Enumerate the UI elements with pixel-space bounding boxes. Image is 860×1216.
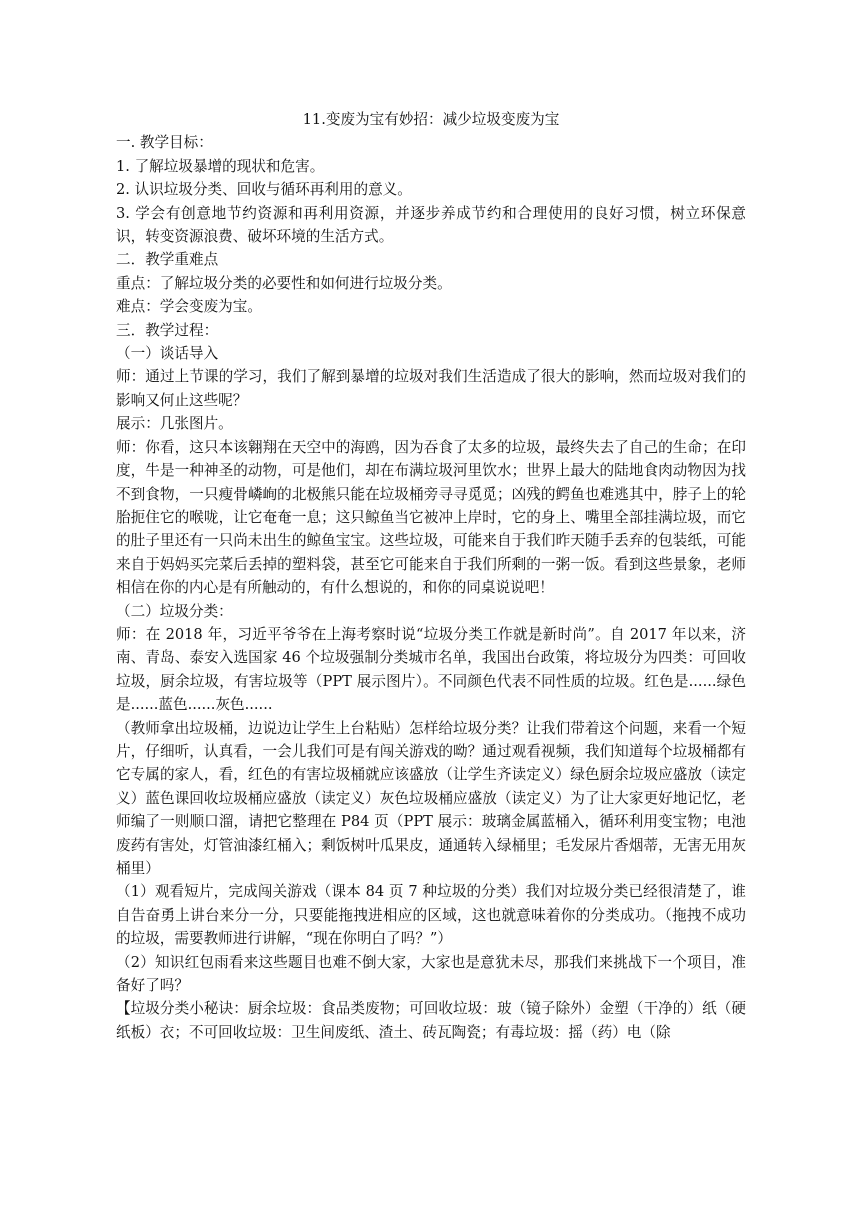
section-heading-key-points: 二．教学重难点 [116,251,219,269]
difficult-point: 难点：学会变废为宝。 [116,298,262,316]
body-paragraph: 师：在 2018 年，习近平爷爷在上海考察时说“垃圾分类工作就是新时尚”。自 2017 年以来，济南、青岛、泰安入选国家 46 个垃圾强制分类城市名单，我国出台政策，将垃圾分为四类：可回收垃圾，厨余垃圾，有害垃圾等（PPT 展示图片）。不同颜色代表不同性质的垃圾。红色是......绿色是......蓝色......灰色...... [116,625,746,714]
section-heading-objectives: 一. 教学目标： [116,134,213,152]
objective-item: 1. 了解垃圾暴增的现状和危害。 [116,157,325,175]
body-paragraph: （教师拿出垃圾桶，边说边让学生上台粘贴）怎样给垃圾分类？让我们带着这个问题，来看一个短片，仔细听，认真看，一会儿我们可是有闯关游戏的呦？通过观看视频，我们知道每个垃圾桶都有它专属的家人，看，红色的有害垃圾桶就应该盛放（让学生齐读定义）绿色厨余垃圾应盛放（读定义）蓝色课回收垃圾桶应盛放（读定义）灰色垃圾桶应盛放（读定义）为了让大家更好地记忆，老师编了一则顺口溜，请把它整理在 P84 页（PPT 展示：玻璃金属蓝桶入，循环利用变宝物；电池废药有害处，灯管油漆红桶入；剩饭树叶瓜果皮，通通转入绿桶里；毛发尿片香烟蒂，无害无用灰桶里） [116,719,746,877]
section-heading-process: 三．教学过程： [116,321,219,339]
body-paragraph: 【垃圾分类小秘诀：厨余垃圾：食品类废物；可回收垃圾：玻（镜子除外）金塑（干净的）纸（硬纸板）衣；不可回收垃圾：卫生间废纸、渣土、砖瓦陶瓷；有毒垃圾：摇（药）电（除 [116,1000,746,1041]
subsection-heading: （一）谈话导入 [116,345,219,363]
objective-item: 3. 学会有创意地节约资源和再利用资源，并逐步养成节约和合理使用的良好习惯，树立环保意识，转变资源浪费、破坏环境的生活方式。 [116,204,746,246]
document-body [116,108,746,1044]
subsection-heading: （二）垃圾分类： [116,602,233,620]
body-paragraph: 师：通过上节课的学习，我们了解到暴增的垃圾对我们生活造成了很大的影响，然而垃圾对我们的影响又何止这些呢？ [116,368,746,409]
body-paragraph: （2）知识红包雨看来这些题目也难不倒大家，大家也是意犹未尽，那我们来挑战下一个项目，准备好了吗？ [116,953,746,995]
key-point: 重点：了解垃圾分类的必要性和如何进行垃圾分类。 [116,274,452,292]
body-paragraph: 展示：几张图片。 [116,415,233,433]
body-paragraph: 师：你看，这只本该翱翔在天空中的海鸥，因为吞食了太多的垃圾，最终失去了自己的生命；在印度，牛是一种神圣的动物，可是他们，却在布满垃圾河里饮水；世界上最大的陆地食肉动物因为找不到食物，一只瘦骨嶙峋的北极熊只能在垃圾桶旁寻寻觅觅；凶残的鳄鱼也难逃其中，脖子上的轮胎扼住它的喉咙，让它奄奄一息；这只鲸鱼当它被冲上岸时，它的身上、嘴里全部挂满垃圾，而它的肚子里还有一只尚未出生的鲸鱼宝宝。这些垃圾，可能来自于我们昨天随手丢弃的包装纸，可能来自于妈妈买完菜后丢掉的塑料袋，甚至它可能来自于我们所剩的一粥一饭。看到这些景象，老师相信在你的内心是有所触动的，有什么想说的，和你的同桌说说吧！ [116,438,746,597]
objective-item: 2. 认识垃圾分类、回收与循环再利用的意义。 [116,181,412,199]
body-paragraph: （1）观看短片，完成闯关游戏（课本 84 页 7 种垃圾的分类）我们对垃圾分类已经很清楚了，谁自告奋勇上讲台来分一分，只要能拖拽进相应的区域，这也就意味着你的分类成功。（拖拽不成功的垃圾，需要教师进行讲解，“现在你明白了吗？”） [116,883,746,948]
document-title: 11.变废为宝有妙招：减少垃圾变废为宝 [302,111,560,128]
